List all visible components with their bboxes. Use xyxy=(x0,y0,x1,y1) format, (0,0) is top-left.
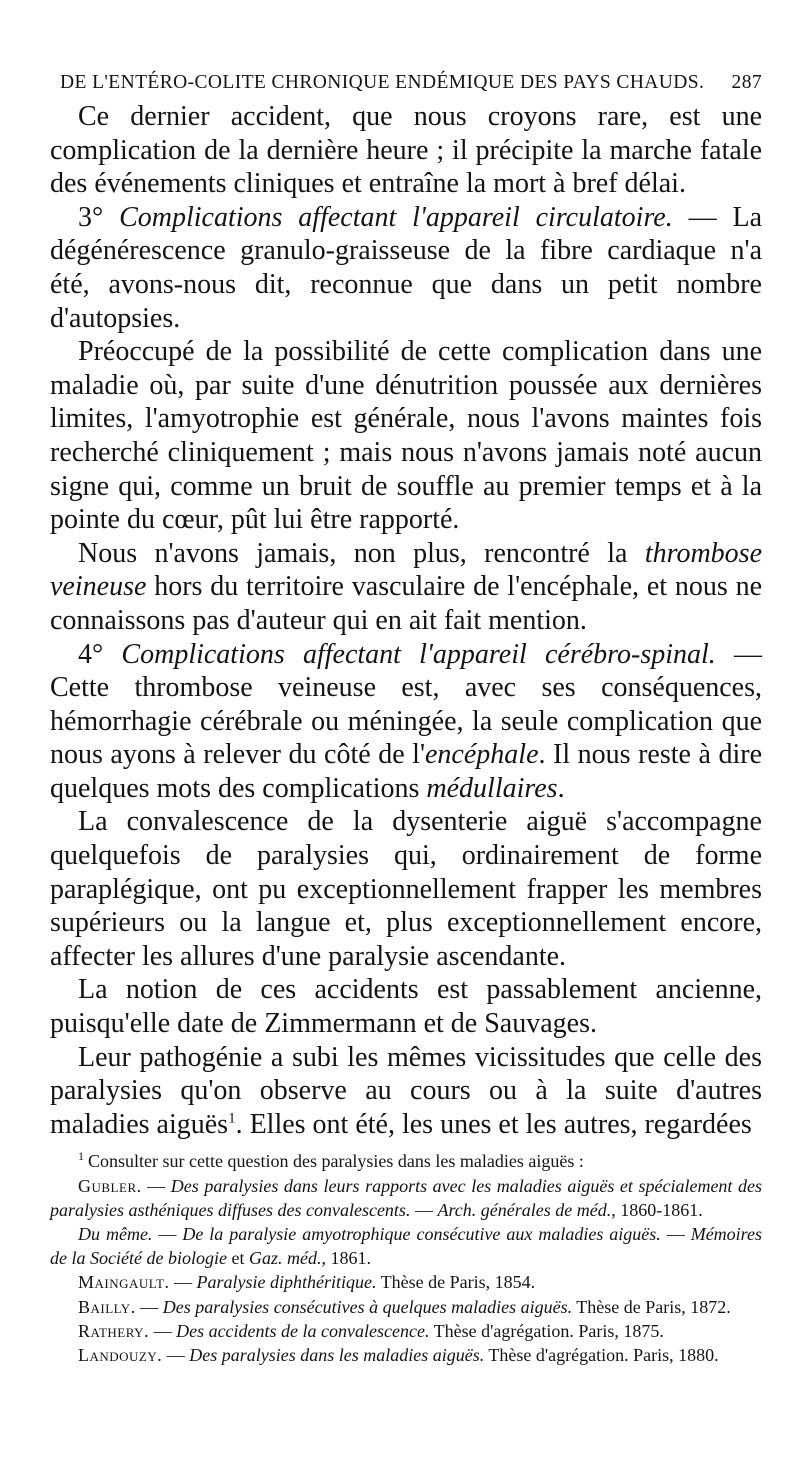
paragraph-4-post: hors du territoire vasculaire de l'encéphale, et nous ne connaissons pas d'auteur qui en ait fait mention. xyxy=(50,571,762,636)
ref-tail: Thèse d'agrégation. Paris, 1880. xyxy=(484,1345,719,1366)
footnote-ref-maingault xyxy=(50,1270,762,1294)
running-title: DE L'ENTÉRO-COLITE CHRONIQUE ENDÉMIQUE DES PAYS CHAUDS. xyxy=(60,72,705,93)
paragraph-7 xyxy=(50,973,762,1040)
paragraph-6 xyxy=(50,805,762,973)
section-number-4: 4° xyxy=(78,638,122,670)
paragraph-1 xyxy=(50,100,762,201)
paragraph-4 xyxy=(50,537,762,638)
paragraph-5-text-2: . Il nous reste à dire quelques mots des complications xyxy=(50,739,762,804)
footnote-marker: 1 xyxy=(78,1149,84,1164)
ref-title: Des paralysies consécutives à quelques maladies aiguës. xyxy=(162,1296,573,1317)
ref-author: Maingault. xyxy=(78,1272,170,1293)
ref-separator: — xyxy=(169,1272,197,1293)
ref-separator: — xyxy=(660,1224,691,1245)
body-text xyxy=(50,100,762,1141)
page-header xyxy=(50,60,762,94)
ref-separator: — xyxy=(152,1224,183,1245)
paragraph-3 xyxy=(50,335,762,537)
book-page xyxy=(50,60,762,1367)
term-thrombose-veineuse: thrombose veineuse xyxy=(50,537,762,603)
ref-tail: , 1861. xyxy=(321,1248,371,1269)
section-heading-circulatory: Complications affectant l'appareil circulatoire. xyxy=(119,201,673,233)
ref-title: De la paralysie amyotrophique consécutive aux maladies aiguës. xyxy=(182,1224,661,1245)
section-number-3: 3° xyxy=(78,201,120,233)
ref-separator: — xyxy=(149,1320,177,1341)
ref-tail: Thèse de Paris, 1854. xyxy=(376,1272,536,1293)
footnote-reference[interactable]: 1 xyxy=(228,1110,236,1127)
ref-tail: , 1860-1861. xyxy=(611,1199,703,1220)
ref-title: Paralysie diphthéritique. xyxy=(196,1272,377,1293)
ref-tail: Thèse d'agrégation. Paris, 1875. xyxy=(429,1320,664,1341)
footnote-ref-du-meme xyxy=(50,1222,762,1270)
ref-author: Gubler. xyxy=(78,1175,142,1196)
term-encephale: encéphale xyxy=(425,739,539,771)
paragraph-5-text-3: . xyxy=(557,772,565,804)
footnote-ref-gubler xyxy=(50,1174,762,1222)
paragraph-5 xyxy=(50,638,762,806)
ref-title: Des accidents de la convalescence. xyxy=(176,1320,430,1341)
term-medullaires: médullaires xyxy=(426,772,558,804)
ref-title: Des paralysies dans les maladies aiguës. xyxy=(189,1345,485,1366)
ref-separator: — xyxy=(135,1296,163,1317)
paragraph-8-text-1: Leur pathogénie a subi les mêmes vicissitudes que celle des paralysies qu'on observe au cours ou à la suite d'autres maladies aiguës xyxy=(50,1041,762,1140)
footnote-ref-rathery xyxy=(50,1319,762,1343)
ref-separator: — xyxy=(162,1345,190,1366)
ref-author: Du même. xyxy=(78,1224,153,1245)
paragraph-2-text: — La dégénérescence granulo-graisseuse de la fibre cardiaque n'a été, avons-nous dit, reconnue que dans un petit nombre d'autopsies. xyxy=(50,201,763,334)
footnote-ref-bailly xyxy=(50,1295,762,1319)
ref-journal-2: Gaz. méd. xyxy=(248,1248,322,1269)
ref-author: Rathery. xyxy=(78,1320,150,1341)
paragraph-4-pre: Nous n'avons jamais, non plus, rencontré la xyxy=(78,537,645,569)
paragraph-3-text: Préoccupé de la possibilité de cette complication dans une maladie où, par suite d'une dénutrition poussée aux dernières limites, l'amyotrophie est générale, nous l'avons maintes fois recherché cliniquement ; mais nous n'avons jamais noté aucun signe qui, comme un bruit de souffle au premier temps et à la pointe du cœur, pût lui être rapporté. xyxy=(50,336,762,536)
ref-journal: Mémoires de la Société de biologie xyxy=(50,1224,763,1269)
ref-tail: Thèse de Paris, 1872. xyxy=(572,1296,731,1317)
paragraph-1-text: Ce dernier accident, que nous croyons rare, est une complication de la dernière heure ; il précipite la marche fatale des événements cliniques et entraîne la mort à bref délai. xyxy=(50,101,762,200)
section-heading-cerebro-spinal: Complications affectant l'appareil cérébro-spinal. xyxy=(121,638,716,670)
paragraph-7-text: La notion de ces accidents est passablement ancienne, puisqu'elle date de Zimmermann et de Sauvages. xyxy=(50,974,762,1040)
paragraph-6-text: La convalescence de la dysenterie aiguë s'accompagne quelquefois de paralysies qui, ordinairement de forme paraplégique, ont pu exceptionnellement frapper les membres supérieurs ou la langue et, plus exceptionnellement encore, affecter les allures d'une paralysie ascendante. xyxy=(50,806,762,972)
footnote-1-text: Consulter sur cette question des paralysies dans les maladies aiguës : xyxy=(88,1151,584,1172)
paragraph-2 xyxy=(50,201,762,335)
footnotes xyxy=(50,1149,762,1367)
paragraph-8-text-2: . Elles ont été, les unes et les autres, regardées xyxy=(235,1108,752,1140)
ref-separator: — xyxy=(410,1199,438,1220)
ref-author: Landouzy. xyxy=(78,1345,163,1366)
ref-title: Des paralysies dans leurs rapports avec les maladies aiguës et spécialement des paralysies asthéniques diffuses des convalescents. xyxy=(50,1175,762,1220)
ref-separator: — xyxy=(141,1175,171,1196)
paragraph-8 xyxy=(50,1041,762,1142)
paragraph-5-text-1: — Cette thrombose veineuse est, avec ses conséquences, hémorrhagie cérébrale ou méningée, la seule complication que nous ayons à relever du côté de l' xyxy=(50,638,763,771)
footnote-ref-landouzy xyxy=(50,1343,762,1367)
ref-journal: Arch. générales de méd. xyxy=(437,1199,612,1220)
ref-mid: et xyxy=(226,1248,249,1269)
ref-author: Bailly. xyxy=(78,1296,136,1317)
footnote-1 xyxy=(50,1149,762,1173)
page-number: 287 xyxy=(731,72,762,93)
